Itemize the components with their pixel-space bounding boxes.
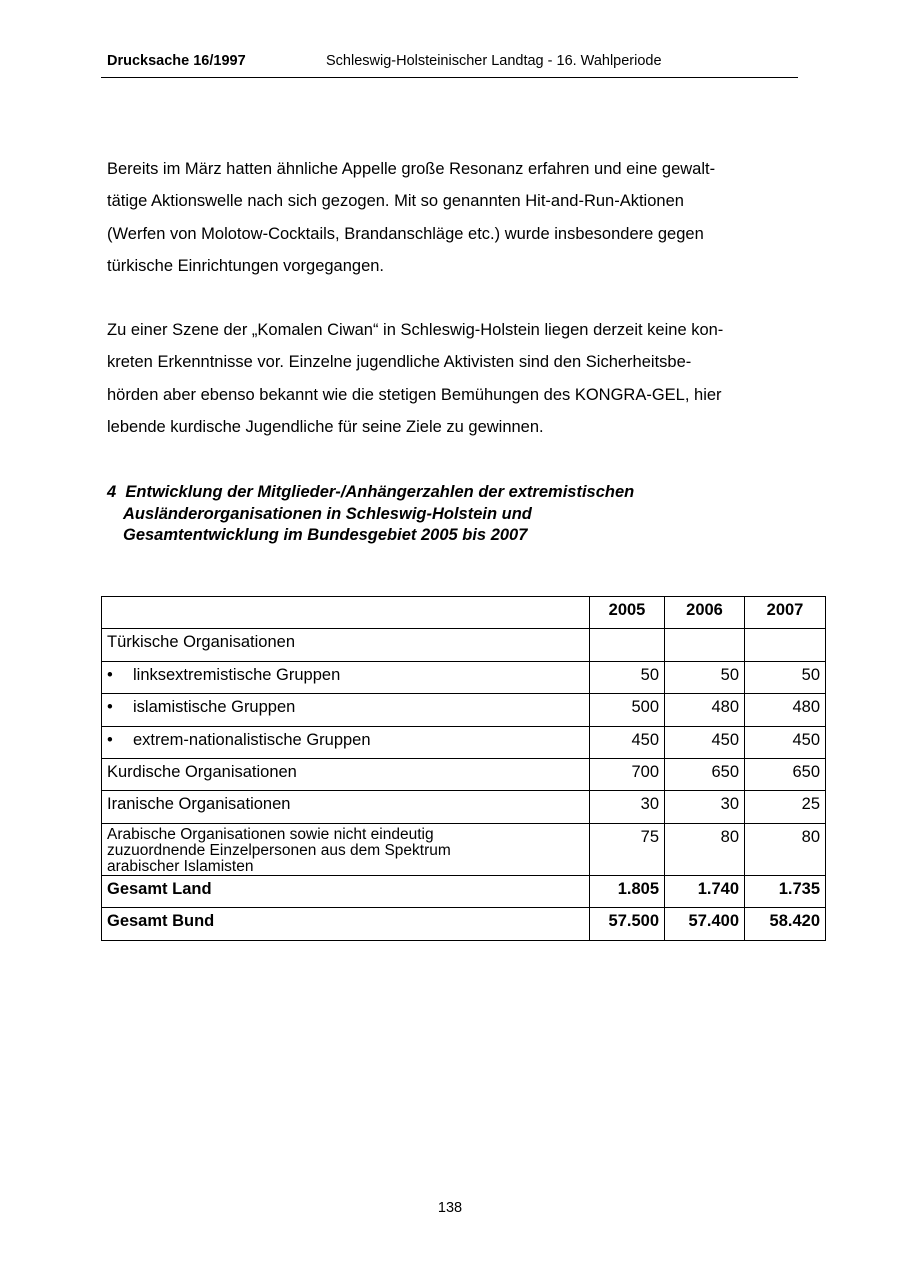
page-number: 138 <box>437 1200 463 1216</box>
section-title-line: Gesamtentwicklung im Bundesgebiet 2005 bis 2007 <box>123 526 528 544</box>
value-cell: 30 <box>590 791 665 823</box>
table-row <box>102 791 826 823</box>
row-label-line: arabischer Islamisten <box>107 857 254 875</box>
text-line: Zu einer Szene der „Komalen Ciwan“ in Schleswig-Holstein liegen derzeit keine kon- <box>107 321 724 339</box>
row-label: Türkische Organisationen <box>102 629 590 661</box>
value-cell: 650 <box>665 758 745 790</box>
row-label: Iranische Organisationen <box>102 791 590 823</box>
row-label-multiline <box>102 823 590 875</box>
row-label-line: zuzuordnende Einzelpersonen aus dem Spektrum <box>107 841 451 859</box>
table-row <box>102 694 826 726</box>
row-label-line: Arabische Organisationen sowie nicht eindeutig <box>107 825 434 843</box>
row-label: islamistische Gruppen <box>133 698 296 717</box>
value-cell: 50 <box>745 661 826 693</box>
section-title-line: Ausländerorganisationen in Schleswig-Holstein und <box>123 504 532 523</box>
value-cell: 650 <box>745 758 826 790</box>
value-cell: 450 <box>665 726 745 758</box>
value-cell: 75 <box>590 823 665 875</box>
value-cell: 480 <box>745 694 826 726</box>
bullet-icon: • <box>107 698 113 717</box>
value-cell: 700 <box>590 758 665 790</box>
value-cell: 50 <box>665 661 745 693</box>
page-header <box>101 52 798 78</box>
text-line: türkische Einrichtungen vorgegangen. <box>107 256 385 275</box>
text-line: lebende kurdische Jugendliche für seine Ziele zu gewinnen. <box>107 417 544 436</box>
text-line: kreten Erkenntnisse vor. Einzelne jugendliche Aktivisten sind den Sicherheitsbe- <box>107 353 692 372</box>
header-cell <box>102 597 590 629</box>
table-row <box>102 661 826 693</box>
table-header-row <box>102 597 826 629</box>
membership-table <box>101 596 826 941</box>
value-cell: 1.740 <box>665 875 745 907</box>
total-row-bund <box>102 908 826 940</box>
section-number: 4 <box>107 483 117 501</box>
value-cell <box>665 629 745 661</box>
value-cell: 1.805 <box>590 875 665 907</box>
value-cell: 50 <box>590 661 665 693</box>
bullet-icon: • <box>107 730 113 749</box>
document-number: Drucksache 16/1997 <box>107 53 246 69</box>
header-cell-2007: 2007 <box>745 597 826 629</box>
text-line: (Werfen von Molotow-Cocktails, Brandanschläge etc.) wurde insbesondere gegen <box>107 224 704 243</box>
total-row-land <box>102 875 826 907</box>
value-cell: 58.420 <box>745 908 826 940</box>
text-line: Bereits im März hatten ähnliche Appelle große Resonanz erfahren und eine gewalt- <box>107 160 716 178</box>
value-cell: 480 <box>665 694 745 726</box>
value-cell: 1.735 <box>745 875 826 907</box>
header-cell-2005: 2005 <box>590 597 665 629</box>
row-label: Kurdische Organisationen <box>102 758 590 790</box>
value-cell: 500 <box>590 694 665 726</box>
table-row <box>102 823 826 875</box>
text-line: tätige Aktionswelle nach sich gezogen. Mit so genannten Hit-and-Run-Aktionen <box>107 192 684 211</box>
text-line: hörden aber ebenso bekannt wie die stetigen Bemühungen des KONGRA-GEL, hier <box>107 385 722 404</box>
row-label: Gesamt Bund <box>102 908 590 940</box>
value-cell: 57.500 <box>590 908 665 940</box>
paragraph-2 <box>107 314 807 443</box>
table-row <box>102 758 826 790</box>
value-cell: 80 <box>745 823 826 875</box>
row-label: extrem-nationalistische Gruppen <box>133 730 371 749</box>
table-row <box>102 629 826 661</box>
value-cell: 30 <box>665 791 745 823</box>
value-cell: 57.400 <box>665 908 745 940</box>
section-heading <box>107 482 807 547</box>
value-cell: 450 <box>590 726 665 758</box>
bullet-icon: • <box>107 665 113 684</box>
section-title-line: Entwicklung der Mitglieder-/Anhängerzahlen der extremistischen <box>125 483 635 501</box>
row-label: Gesamt Land <box>102 875 590 907</box>
parliament-name: Schleswig-Holsteinischer Landtag - 16. Wahlperiode <box>326 53 662 69</box>
value-cell: 25 <box>745 791 826 823</box>
value-cell <box>745 629 826 661</box>
header-cell-2006: 2006 <box>665 597 745 629</box>
table-row <box>102 726 826 758</box>
value-cell: 80 <box>665 823 745 875</box>
value-cell <box>590 629 665 661</box>
row-label: linksextremistische Gruppen <box>133 665 341 684</box>
value-cell: 450 <box>745 726 826 758</box>
paragraph-1 <box>107 153 807 282</box>
